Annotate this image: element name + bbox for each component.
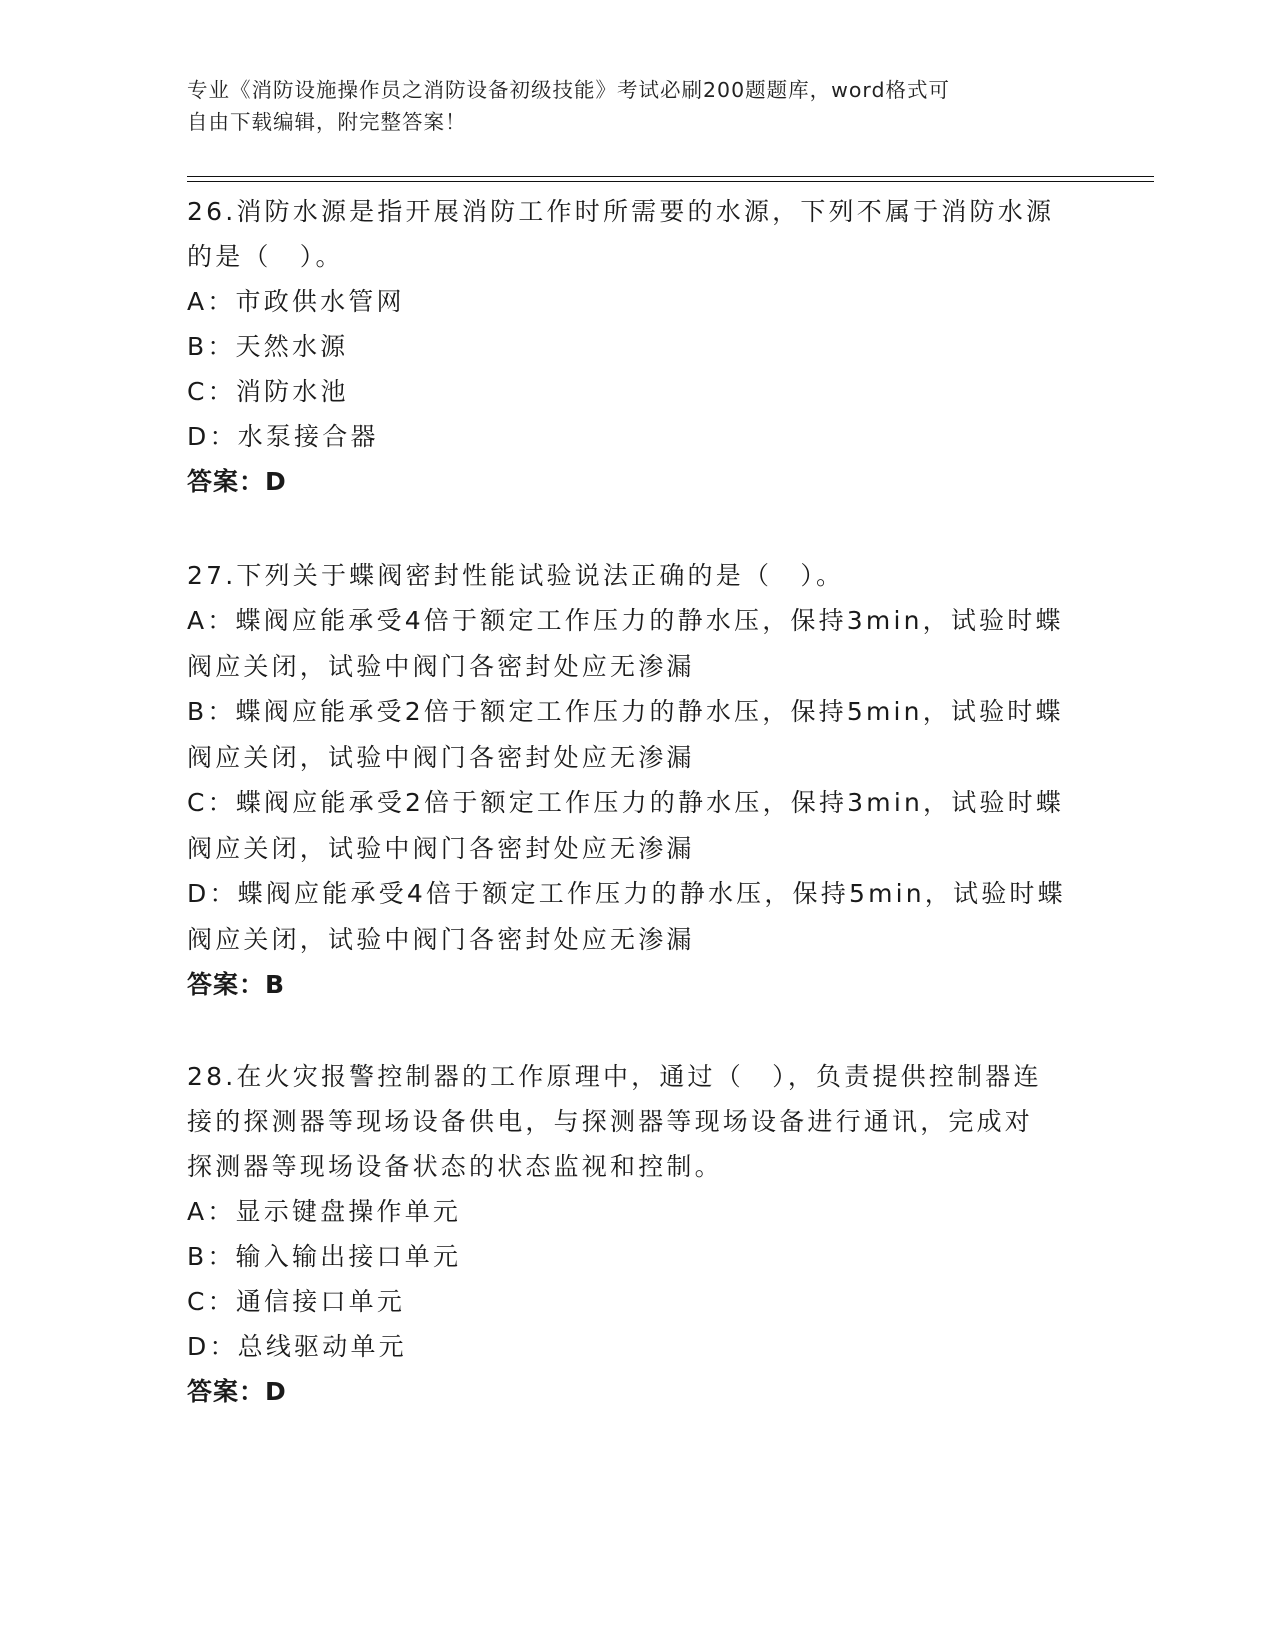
question-stem-line: 28.在火灾报警控制器的工作原理中，通过（ ），负责提供控制器连 (187, 1062, 1042, 1091)
option-line: B：蝶阀应能承受2倍于额定工作压力的静水压，保持5min，试验时蝶 (187, 697, 1064, 726)
answer-label: 答案：B (187, 970, 286, 999)
question-stem-line: 的是（ ）。 (187, 242, 344, 271)
option-d: D：总线驱动单元 (187, 1332, 407, 1361)
question-stem (187, 553, 1087, 598)
question-28 (187, 1054, 1087, 1414)
option-line: C：蝶阀应能承受2倍于额定工作压力的静水压，保持3min，试验时蝶 (187, 788, 1065, 817)
question-stem (187, 1054, 1087, 1189)
question-stem-line: 27.下列关于蝶阀密封性能试验说法正确的是（ ）。 (187, 561, 845, 590)
option-line: A：蝶阀应能承受4倍于额定工作压力的静水压，保持3min，试验时蝶 (187, 606, 1064, 635)
header-line-1: 专业《消防设施操作员之消防设备初级技能》考试必刷200题题库，word格式可 (187, 78, 951, 102)
question-26 (187, 189, 1087, 504)
option-a: A：市政供水管网 (187, 287, 405, 316)
option-line: 阀应关闭，试验中阀门各密封处应无渗漏 (187, 833, 695, 863)
answer-label: 答案：D (187, 467, 287, 496)
question-stem-line: 26.消防水源是指开展消防工作时所需要的水源，下列不属于消防水源 (187, 197, 1055, 226)
option-b: B：天然水源 (187, 332, 349, 361)
question-stem (187, 189, 1087, 279)
question-options (187, 279, 1087, 459)
question-stem-line: 接的探测器等现场设备供电，与探测器等现场设备进行通讯，完成对 (187, 1107, 1034, 1136)
header-line-2: 自由下载编辑，附完整答案！ (187, 110, 467, 134)
question-27 (187, 553, 1087, 1007)
header-divider-top (187, 176, 1154, 177)
option-b (187, 689, 1087, 780)
option-d: D：水泵接合器 (187, 422, 379, 451)
document-header (187, 74, 1067, 138)
question-options (187, 598, 1087, 962)
answer-label: 答案：D (187, 1377, 287, 1406)
option-line: 阀应关闭，试验中阀门各密封处应无渗漏 (187, 742, 695, 772)
question-options (187, 1189, 1087, 1369)
option-line: 阀应关闭，试验中阀门各密封处应无渗漏 (187, 924, 695, 954)
option-line: D：蝶阀应能承受4倍于额定工作压力的静水压，保持5min，试验时蝶 (187, 879, 1066, 908)
header-divider-bottom (187, 181, 1154, 182)
question-stem-line: 探测器等现场设备状态的状态监视和控制。 (187, 1152, 723, 1181)
option-a: A：显示键盘操作单元 (187, 1197, 462, 1226)
option-d (187, 871, 1087, 962)
option-c: C：通信接口单元 (187, 1287, 406, 1316)
option-c: C：消防水池 (187, 377, 349, 406)
option-b: B：输入输出接口单元 (187, 1242, 462, 1271)
option-a (187, 598, 1087, 689)
option-line: 阀应关闭，试验中阀门各密封处应无渗漏 (187, 651, 695, 681)
option-c (187, 780, 1087, 871)
